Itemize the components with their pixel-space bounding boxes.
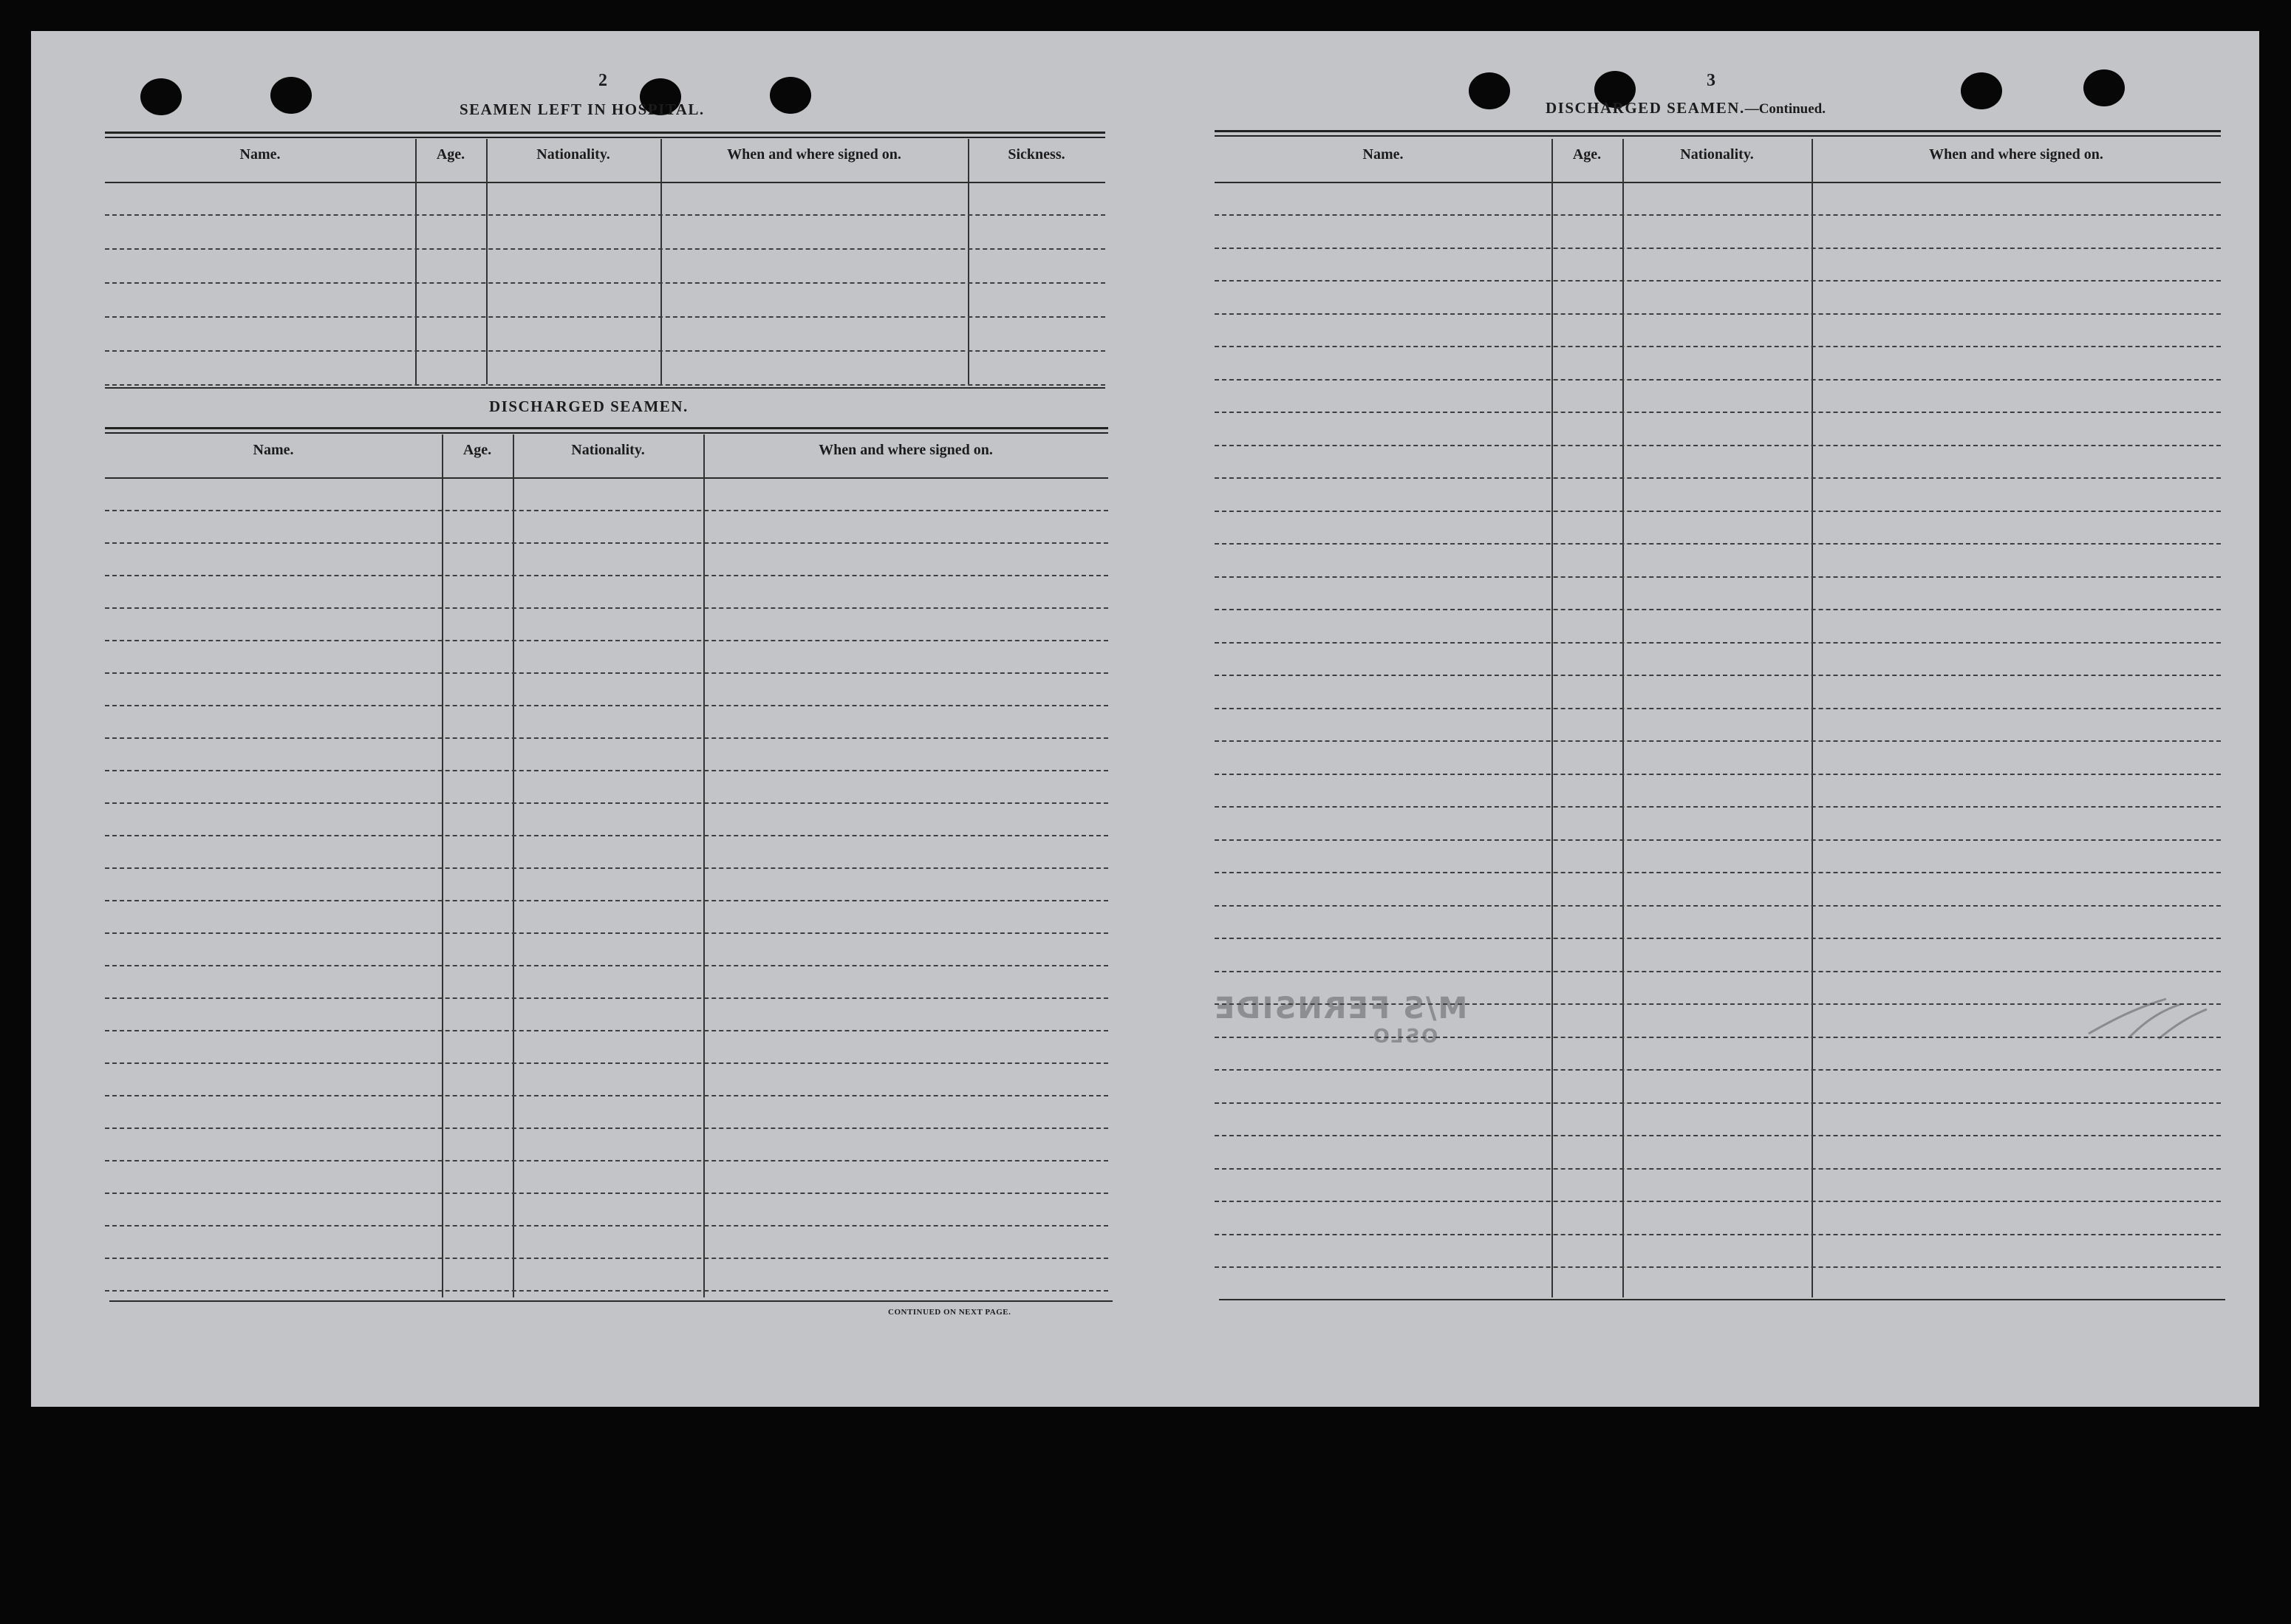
row-rule	[105, 214, 1105, 216]
row-rule	[1215, 412, 2221, 413]
col-header: Nationality.	[571, 442, 645, 458]
section-title-suffix: —Continued.	[1744, 101, 1826, 117]
row-rule	[1215, 1069, 2221, 1071]
row-rule	[105, 350, 1105, 352]
row-rule	[105, 997, 1108, 999]
col-header: Age.	[436, 146, 465, 163]
header-rule	[105, 182, 1105, 183]
hospital-bottom-rule	[105, 387, 1105, 389]
row-rule	[1215, 1135, 2221, 1136]
row-rule	[105, 802, 1108, 804]
title-rule	[1215, 130, 2221, 132]
stamp-line-2: OSLO	[1370, 1026, 1438, 1048]
row-rule	[1215, 1266, 2221, 1268]
header-rule	[105, 477, 1108, 479]
row-rule	[105, 607, 1108, 609]
row-rule	[1215, 511, 2221, 512]
col-header: When and where signed on.	[727, 146, 901, 163]
row-rule	[1215, 543, 2221, 545]
row-rule	[1215, 280, 2221, 282]
binder-hole	[140, 78, 182, 115]
col-header: Sickness.	[1008, 146, 1065, 163]
row-rule	[1215, 1168, 2221, 1170]
row-rule	[1215, 248, 2221, 249]
col-header: Age.	[462, 442, 492, 458]
row-rule	[1215, 1037, 2221, 1038]
row-rule	[1215, 214, 2221, 216]
column-rule	[442, 434, 443, 1297]
continued-note: CONTINUED ON NEXT PAGE.	[888, 1308, 1011, 1317]
column-rule	[486, 139, 488, 384]
binder-hole	[270, 77, 312, 114]
row-rule	[105, 1062, 1108, 1064]
col-header: Name.	[1362, 146, 1404, 163]
row-rule	[1215, 938, 2221, 939]
column-rule	[415, 139, 417, 384]
row-rule	[1215, 971, 2221, 972]
ship-stamp	[1213, 992, 1467, 1048]
row-rule	[105, 770, 1108, 771]
row-rule	[105, 640, 1108, 641]
row-rule	[105, 248, 1105, 250]
column-rule	[703, 434, 705, 1297]
binder-hole	[1961, 72, 2002, 109]
col-header: Nationality.	[1680, 146, 1754, 163]
header-rule	[1215, 182, 2221, 183]
row-rule	[105, 1290, 1108, 1292]
row-rule	[105, 282, 1105, 284]
row-rule	[105, 835, 1108, 836]
row-rule	[1215, 609, 2221, 610]
row-rule	[1215, 708, 2221, 709]
row-rule	[105, 542, 1108, 544]
column-rule	[968, 139, 969, 384]
row-rule	[1215, 1201, 2221, 1202]
column-rule	[513, 434, 514, 1297]
row-rule	[105, 575, 1108, 576]
binder-hole	[1469, 72, 1510, 109]
stamp-line-1: M/S FERNSIDE	[1213, 992, 1468, 1026]
row-rule	[105, 384, 1105, 386]
col-header: Name.	[239, 146, 281, 163]
title-rule	[105, 132, 1105, 134]
row-rule	[105, 1127, 1108, 1129]
row-rule	[1215, 1003, 2221, 1005]
row-rule	[105, 932, 1108, 934]
row-rule	[1215, 839, 2221, 841]
row-rule	[105, 672, 1108, 674]
row-rule	[1215, 477, 2221, 479]
binder-hole	[770, 77, 811, 114]
row-rule	[105, 316, 1105, 318]
row-rule	[105, 1193, 1108, 1194]
row-rule	[105, 1095, 1108, 1096]
row-rule	[105, 510, 1108, 511]
section-title-main: DISCHARGED SEAMEN.	[1546, 99, 1745, 117]
row-rule	[1215, 346, 2221, 347]
row-rule	[105, 1030, 1108, 1031]
table-bottom-rule	[1219, 1299, 2225, 1300]
row-rule	[105, 900, 1108, 901]
row-rule	[105, 737, 1108, 739]
binder-hole	[2083, 69, 2125, 106]
row-rule	[1215, 1102, 2221, 1104]
row-rule	[1215, 872, 2221, 873]
row-rule	[105, 1160, 1108, 1161]
row-rule	[1215, 313, 2221, 315]
row-rule	[105, 705, 1108, 706]
col-header: When and where signed on.	[1929, 146, 2103, 163]
row-rule	[105, 1258, 1108, 1259]
col-header: Age.	[1572, 146, 1602, 163]
row-rule	[105, 1225, 1108, 1226]
row-rule	[1215, 740, 2221, 742]
row-rule	[1215, 1234, 2221, 1235]
section-rule	[105, 427, 1108, 429]
row-rule	[1215, 806, 2221, 808]
row-rule	[1215, 905, 2221, 907]
manifest-sheet	[31, 31, 2259, 1407]
row-rule	[1215, 379, 2221, 381]
section-title	[1546, 99, 1826, 117]
col-header: When and where signed on.	[819, 442, 993, 458]
page-number: 2	[598, 71, 607, 90]
row-rule	[1215, 642, 2221, 644]
row-rule	[105, 867, 1108, 869]
pencil-mark	[2085, 986, 2210, 1045]
row-rule	[1215, 774, 2221, 775]
column-rule	[660, 139, 662, 384]
table-bottom-rule	[109, 1300, 1113, 1302]
row-rule	[1215, 576, 2221, 578]
row-rule	[105, 965, 1108, 966]
col-header: Nationality.	[536, 146, 610, 163]
discharged-title: DISCHARGED SEAMEN.	[489, 398, 689, 415]
col-header: Name.	[253, 442, 294, 458]
page-number: 3	[1707, 71, 1715, 90]
section-title: SEAMEN LEFT IN HOSPITAL.	[460, 100, 705, 118]
row-rule	[1215, 675, 2221, 676]
row-rule	[1215, 445, 2221, 446]
